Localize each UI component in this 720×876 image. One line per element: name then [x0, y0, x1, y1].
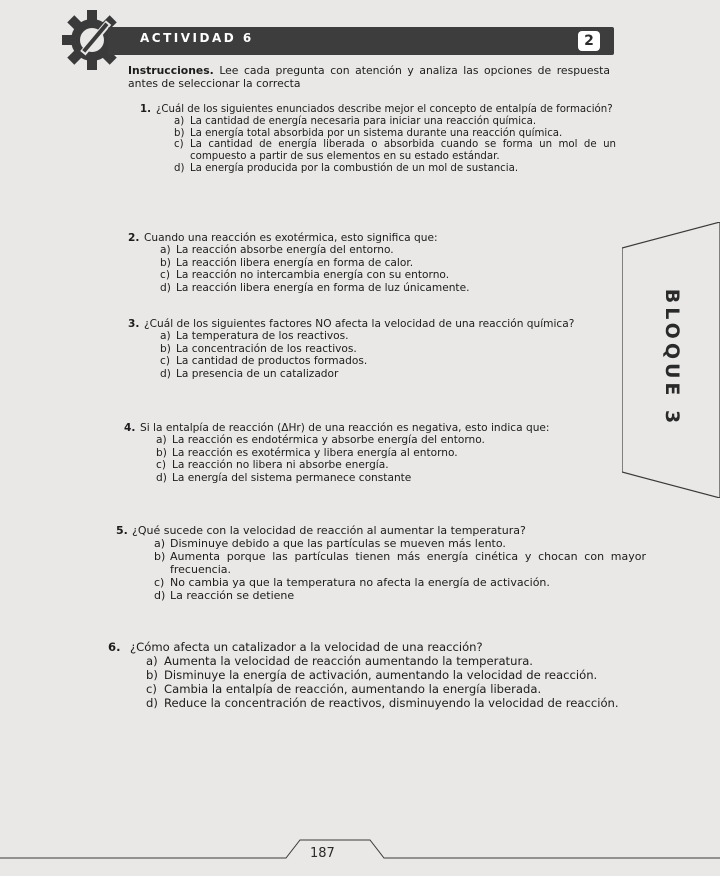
option-d: [146, 696, 648, 710]
question-number: 5.: [116, 524, 128, 537]
question-number: 6.: [108, 640, 121, 654]
option-text: No cambia ya que la temperatura no afecta la energía de activación.: [170, 576, 550, 589]
option-text: Disminuye la energía de activación, aumentando la velocidad de reacción.: [164, 668, 598, 682]
option-text: La cantidad de energía necesaria para iniciar una reacción química.: [190, 115, 537, 127]
question-3: [128, 318, 618, 380]
question-4: [124, 422, 620, 484]
option-c: [154, 576, 646, 589]
question-text: ¿Cómo afecta un catalizador a la velocidad de una reacción?: [130, 640, 483, 654]
option-text: La reacción se detiene: [170, 589, 295, 602]
option-text: La energía del sistema permanece constante: [172, 471, 412, 484]
option-text: La reacción es endotérmica y absorbe energía del entorno.: [172, 434, 485, 447]
option-b: [154, 550, 646, 576]
option-a: [156, 434, 620, 446]
option-letter: d): [154, 589, 166, 602]
option-d: [160, 368, 618, 380]
option-letter: a): [146, 654, 158, 668]
option-text: La reacción es exotérmica y libera energía al entorno.: [172, 446, 458, 459]
option-c: [146, 682, 648, 696]
bloque-label: BLOQUE 3: [661, 288, 683, 428]
option-letter: c): [156, 459, 166, 472]
instructions-label: Instrucciones.: [128, 64, 214, 77]
question-text: ¿Cuál de los siguientes factores NO afecta la velocidad de una reacción química?: [144, 318, 575, 330]
option-text: Disminuye debido a que las partículas se mueven más lento.: [170, 537, 506, 550]
option-text: La cantidad de energía liberada o absorbida cuando se forma un mol de un compuesto a partir de sus elementos en su estado estándar.: [190, 139, 616, 163]
activity-title: ACTIVIDAD 6: [140, 31, 254, 45]
question-text: ¿Qué sucede con la velocidad de reacción al aumentar la temperatura?: [132, 524, 526, 537]
option-c: [156, 459, 620, 471]
option-letter: a): [160, 330, 171, 343]
option-c: [160, 269, 608, 281]
question-text: Si la entalpía de reacción (ΔHr) de una reacción es negativa, esto indica que:: [140, 422, 550, 434]
option-letter: a): [154, 537, 166, 550]
option-letter: b): [156, 446, 167, 459]
option-text: La concentración de los reactivos.: [176, 342, 357, 355]
question-number: 1.: [140, 104, 151, 115]
option-text: Aumenta porque las partículas tienen más energía cinética y chocan con mayor frecuencia.: [170, 550, 646, 576]
option-a: [174, 116, 616, 128]
option-b: [160, 257, 608, 269]
option-letter: b): [154, 550, 166, 563]
option-b: [160, 343, 618, 355]
option-letter: d): [160, 367, 171, 380]
page-number: 187: [310, 846, 335, 861]
option-letter: d): [160, 281, 171, 294]
option-d: [160, 282, 608, 294]
option-letter: c): [174, 139, 184, 151]
option-text: Reduce la concentración de reactivos, disminuyendo la velocidad de reacción.: [164, 696, 619, 710]
option-a: [154, 537, 646, 550]
option-b: [146, 668, 648, 682]
option-text: La presencia de un catalizador: [176, 367, 339, 380]
option-d: [156, 472, 620, 484]
option-text: La cantidad de productos formados.: [176, 355, 368, 368]
instructions: [128, 65, 610, 90]
question-number: 2.: [128, 232, 140, 244]
option-c: [160, 355, 618, 367]
option-letter: a): [160, 244, 171, 257]
footer-rule: [0, 820, 720, 876]
question-text: Cuando una reacción es exotérmica, esto significa que:: [144, 232, 438, 244]
option-b: [156, 447, 620, 459]
option-letter: b): [174, 127, 185, 139]
option-letter: c): [160, 355, 170, 368]
option-d: [154, 589, 646, 602]
activity-number-badge: 2: [578, 31, 600, 51]
option-text: La reacción libera energía en forma de calor.: [176, 256, 414, 269]
option-a: [160, 330, 618, 342]
option-letter: a): [156, 434, 167, 447]
option-d: [174, 163, 616, 175]
option-letter: c): [160, 269, 170, 282]
option-text: La reacción libera energía en forma de luz únicamente.: [176, 281, 470, 294]
question-number: 4.: [124, 422, 136, 434]
option-text: La reacción no libera ni absorbe energía.: [172, 459, 389, 472]
option-letter: c): [154, 576, 165, 589]
option-letter: d): [156, 471, 167, 484]
question-6: [108, 640, 648, 710]
option-letter: d): [146, 696, 158, 710]
option-text: La energía total absorbida por un sistema durante una reacción química.: [190, 127, 563, 139]
option-letter: b): [160, 342, 171, 355]
option-c: [174, 139, 616, 163]
question-1: [140, 104, 616, 175]
option-letter: b): [146, 668, 158, 682]
question-5: [116, 524, 646, 602]
question-number: 3.: [128, 318, 140, 330]
instructions-text: Lee cada pregunta con atención y analiza las opciones de respuesta antes de seleccionar la correcta: [128, 64, 611, 90]
option-text: La temperatura de los reactivos.: [176, 330, 349, 343]
option-letter: c): [146, 682, 157, 696]
option-letter: b): [160, 256, 171, 269]
option-a: [160, 244, 608, 256]
option-letter: d): [174, 162, 185, 174]
option-a: [146, 654, 648, 668]
option-text: Aumenta la velocidad de reacción aumentando la temperatura.: [164, 654, 533, 668]
option-text: La reacción no intercambia energía con su entorno.: [176, 269, 450, 282]
question-2: [128, 232, 608, 294]
question-text: ¿Cuál de los siguientes enunciados describe mejor el concepto de entalpía de formación?: [156, 104, 613, 115]
option-b: [174, 128, 616, 140]
option-text: La reacción absorbe energía del entorno.: [176, 244, 394, 257]
option-text: La energía producida por la combustión de un mol de sustancia.: [190, 162, 519, 174]
option-text: Cambia la entalpía de reacción, aumentando la energía liberada.: [164, 682, 542, 696]
option-letter: a): [174, 115, 185, 127]
